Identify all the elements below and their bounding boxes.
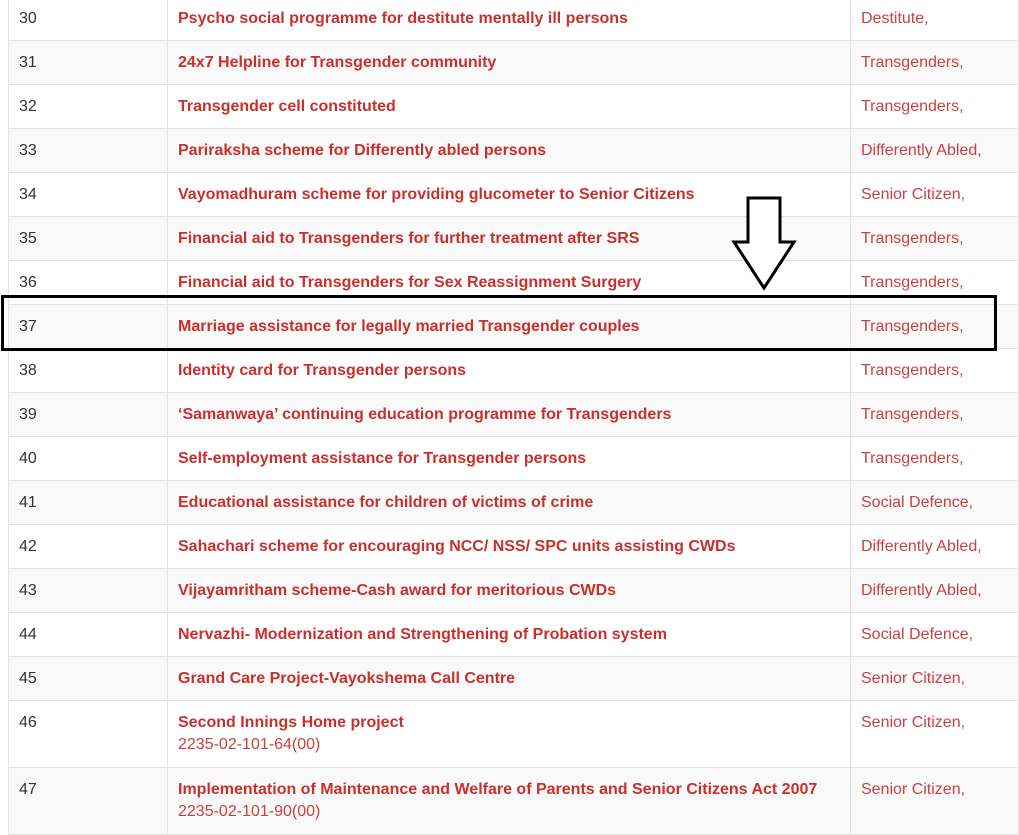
row-number: 46 — [9, 701, 168, 768]
scheme-link[interactable]: Educational assistance for children of victims of crime — [178, 494, 594, 511]
scheme-link[interactable]: Identity card for Transgender persons — [178, 362, 467, 379]
table-row — [9, 481, 1019, 525]
category-cell: Differently Abled, — [851, 525, 1019, 569]
scheme-title-cell — [168, 437, 851, 481]
category-cell: Transgenders, — [851, 261, 1019, 305]
table-row-highlighted — [9, 305, 1019, 349]
category-cell: Transgenders, — [851, 349, 1019, 393]
scheme-table — [8, 0, 1019, 835]
scheme-link[interactable]: Vayomadhuram scheme for providing glucometer to Senior Citizens — [178, 186, 695, 203]
row-number: 32 — [9, 85, 168, 129]
scheme-title-cell — [168, 525, 851, 569]
row-number: 31 — [9, 41, 168, 85]
row-number: 41 — [9, 481, 168, 525]
scheme-link[interactable]: Sahachari scheme for encouraging NCC/ NSS/ SPC units assisting CWDs — [178, 538, 736, 555]
scheme-title-cell — [168, 0, 851, 41]
scheme-link[interactable]: Implementation of Maintenance and Welfare of Parents and Senior Citizens Act 2007 — [178, 781, 818, 798]
scheme-link[interactable]: Grand Care Project-Vayokshema Call Centre — [178, 670, 516, 687]
scheme-title-cell — [168, 85, 851, 129]
table-row — [9, 261, 1019, 305]
row-number: 30 — [9, 0, 168, 41]
table-row — [9, 701, 1019, 768]
table-row — [9, 437, 1019, 481]
scheme-title-cell — [168, 393, 851, 437]
table-row — [9, 217, 1019, 261]
row-number: 45 — [9, 657, 168, 701]
scheme-link[interactable]: 24x7 Helpline for Transgender community — [178, 54, 497, 71]
table-row — [9, 0, 1019, 41]
category-cell: Senior Citizen, — [851, 173, 1019, 217]
row-number: 40 — [9, 437, 168, 481]
scheme-title-cell — [168, 613, 851, 657]
scheme-title-cell — [168, 173, 851, 217]
scheme-title-cell — [168, 305, 851, 349]
scheme-title-cell — [168, 701, 851, 768]
table-row — [9, 613, 1019, 657]
budget-head-code: 2235-02-101-64(00) — [178, 736, 321, 753]
scheme-title-cell — [168, 217, 851, 261]
scheme-title-cell — [168, 261, 851, 305]
row-number: 36 — [9, 261, 168, 305]
row-number: 34 — [9, 173, 168, 217]
scheme-link[interactable]: Nervazhi- Modernization and Strengthening of Probation system — [178, 626, 667, 643]
table-row — [9, 85, 1019, 129]
scheme-link[interactable]: Transgender cell constituted — [178, 98, 396, 115]
category-cell: Differently Abled, — [851, 569, 1019, 613]
category-cell: Transgenders, — [851, 85, 1019, 129]
row-number: 44 — [9, 613, 168, 657]
scheme-link[interactable]: Second Innings Home project — [178, 714, 404, 731]
table-row — [9, 657, 1019, 701]
scheme-title-cell — [168, 768, 851, 835]
budget-head-code: 2235-02-101-90(00) — [178, 803, 321, 820]
row-number: 35 — [9, 217, 168, 261]
scheme-link[interactable]: Financial aid to Transgenders for Sex Reassignment Surgery — [178, 274, 642, 291]
row-number: 37 — [9, 305, 168, 349]
scheme-link[interactable]: Financial aid to Transgenders for further treatment after SRS — [178, 230, 640, 247]
category-cell: Destitute, — [851, 0, 1019, 41]
table-row — [9, 393, 1019, 437]
scheme-title-cell — [168, 657, 851, 701]
table-row — [9, 349, 1019, 393]
scheme-title-cell — [168, 569, 851, 613]
category-cell: Transgenders, — [851, 41, 1019, 85]
table-row — [9, 129, 1019, 173]
row-number: 43 — [9, 569, 168, 613]
category-cell: Senior Citizen, — [851, 701, 1019, 768]
table-row — [9, 768, 1019, 835]
scheme-title-cell — [168, 41, 851, 85]
scheme-link[interactable]: Marriage assistance for legally married Transgender couples — [178, 318, 640, 335]
category-cell: Senior Citizen, — [851, 768, 1019, 835]
table-row — [9, 569, 1019, 613]
scheme-link[interactable]: Self-employment assistance for Transgender persons — [178, 450, 587, 467]
row-number: 42 — [9, 525, 168, 569]
category-cell: Transgenders, — [851, 393, 1019, 437]
scheme-title-cell — [168, 349, 851, 393]
category-cell: Differently Abled, — [851, 129, 1019, 173]
category-cell: Transgenders, — [851, 437, 1019, 481]
row-number: 47 — [9, 768, 168, 835]
category-cell: Senior Citizen, — [851, 657, 1019, 701]
scheme-link[interactable]: Psycho social programme for destitute mentally ill persons — [178, 10, 628, 27]
scheme-title-cell — [168, 129, 851, 173]
row-number: 33 — [9, 129, 168, 173]
category-cell: Transgenders, — [851, 217, 1019, 261]
category-cell: Social Defence, — [851, 481, 1019, 525]
table-row — [9, 173, 1019, 217]
table-row — [9, 525, 1019, 569]
scheme-link[interactable]: ‘Samanwaya’ continuing education programme for Transgenders — [178, 406, 672, 423]
category-cell: Transgenders, — [851, 305, 1019, 349]
scheme-title-cell — [168, 481, 851, 525]
row-number: 39 — [9, 393, 168, 437]
scheme-link[interactable]: Vijayamritham scheme-Cash award for meritorious CWDs — [178, 582, 617, 599]
scheme-link[interactable]: Pariraksha scheme for Differently abled persons — [178, 142, 547, 159]
category-cell: Social Defence, — [851, 613, 1019, 657]
table-row — [9, 41, 1019, 85]
row-number: 38 — [9, 349, 168, 393]
